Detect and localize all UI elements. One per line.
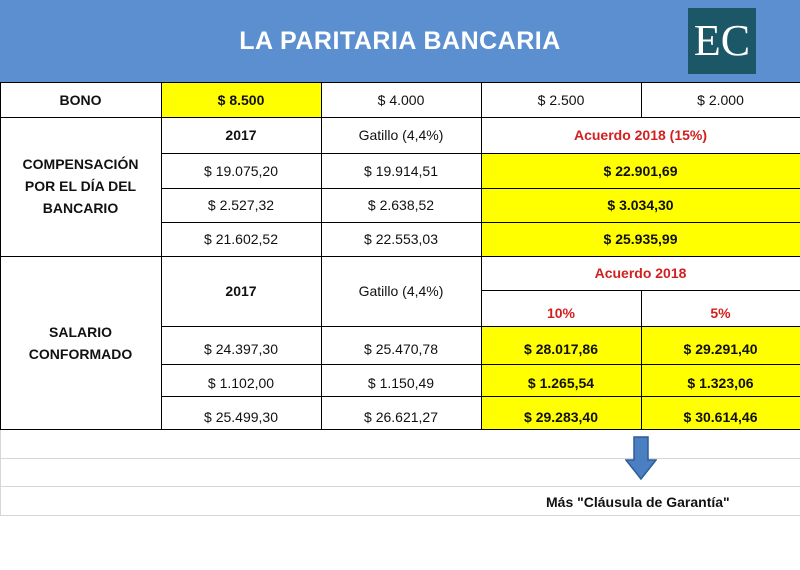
grid-line (481, 82, 482, 430)
grid-line (0, 117, 800, 118)
grid-line (641, 82, 642, 118)
ec-logo: EC (688, 8, 756, 74)
sheet-gridline (0, 486, 800, 487)
compensacion-cell: $ 19.075,20 (204, 162, 278, 179)
bono-label: BONO (59, 91, 102, 108)
salario-header-2017: 2017 (225, 283, 257, 299)
salario-header-acuerdo: Acuerdo 2018 (594, 265, 687, 281)
compensacion-header-gatillo: Gatillo (4,4%) (358, 127, 444, 143)
salario-label: SALARIO CONFORMADO (28, 324, 133, 362)
salario-cell: $ 25.499,30 (204, 409, 278, 425)
compensacion-cell: $ 2.527,32 (207, 197, 275, 213)
compensacion-cell: $ 21.602,52 (204, 231, 278, 247)
sheet-gridline (0, 515, 800, 516)
compensacion-label: COMPENSACIÓN POR EL DÍA DEL BANCARIO (22, 156, 139, 216)
compensacion-cell: $ 2.638,52 (367, 197, 435, 213)
title-bar (0, 0, 800, 82)
compensacion-cell-acuerdo: $ 3.034,30 (481, 188, 800, 222)
grid-line (0, 429, 800, 430)
salario-cell-5: $ 1.323,06 (641, 364, 800, 396)
grid-line (161, 82, 162, 430)
salario-header-gatillo: Gatillo (4,4%) (358, 283, 444, 299)
compensacion-cell: $ 19.914,51 (364, 162, 438, 179)
grid-line (0, 256, 800, 257)
salario-cell: $ 24.397,30 (204, 341, 278, 357)
bono-value-4: $ 2.000 (697, 91, 744, 108)
salario-cell-10: $ 1.265,54 (481, 364, 641, 396)
grid-line (0, 82, 800, 83)
compensacion-cell-acuerdo: $ 22.901,69 (481, 153, 800, 188)
salario-cell: $ 25.470,78 (364, 341, 438, 357)
bono-value-2: $ 4.000 (377, 91, 425, 108)
salario-cell-5: $ 29.291,40 (641, 326, 800, 364)
grid-line (321, 82, 322, 430)
bono-value-3: $ 2.500 (537, 91, 585, 108)
salario-subheader-10: 10% (546, 305, 576, 321)
salario-cell: $ 26.621,27 (364, 409, 438, 425)
salario-cell-10: $ 28.017,86 (481, 326, 641, 364)
salario-subheader-5: 5% (710, 305, 731, 321)
compensacion-cell: $ 22.553,03 (364, 231, 438, 247)
page-title: LA PARITARIA BANCARIA (239, 27, 561, 55)
salario-cell-5: $ 30.614,46 (641, 396, 800, 430)
salario-cell: $ 1.150,49 (367, 375, 435, 391)
sheet-gridline (0, 458, 800, 459)
grid-line (641, 290, 642, 430)
compensacion-header-acuerdo: Acuerdo 2018 (15%) (573, 127, 708, 143)
compensacion-cell-acuerdo: $ 25.935,99 (481, 222, 800, 256)
salario-cell: $ 1.102,00 (207, 375, 275, 391)
compensacion-header-2017: 2017 (225, 127, 257, 143)
clausula-note: Más "Cláusula de Garantía" (546, 494, 730, 510)
bono-value-1: $ 8.500 (161, 82, 321, 117)
arrow-down-icon (625, 436, 657, 480)
paritaria-table (0, 82, 800, 430)
salario-cell-10: $ 29.283,40 (481, 396, 641, 430)
sheet-gridline (0, 430, 1, 515)
grid-line (0, 82, 1, 430)
